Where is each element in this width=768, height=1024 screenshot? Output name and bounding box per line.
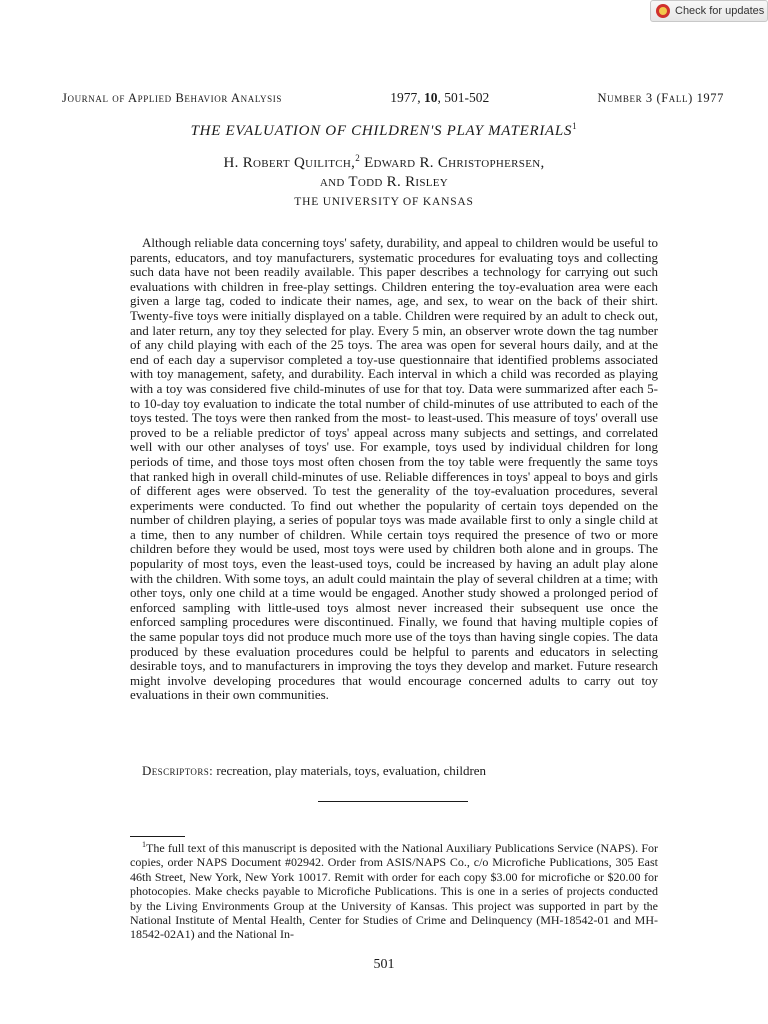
authors-line-1	[0, 149, 768, 173]
crossmark-icon	[656, 4, 670, 18]
check-for-updates-button[interactable]	[650, 0, 768, 22]
author-quilitch: H. Robert Quilitch,	[223, 155, 356, 171]
authors	[0, 149, 768, 192]
citation-pages: , 501-502	[437, 90, 490, 105]
citation	[390, 90, 489, 106]
article-title-text: THE EVALUATION OF CHILDREN'S PLAY MATERIALS	[190, 123, 573, 139]
section-divider	[318, 801, 468, 802]
footnote	[130, 838, 658, 942]
descriptors-list: recreation, play materials, toys, evaluation, children	[213, 763, 487, 778]
citation-year: 1977,	[390, 90, 424, 105]
footnote-marker: 1	[142, 840, 146, 849]
affiliation: THE UNIVERSITY OF KANSAS	[294, 196, 474, 208]
title-footnote-marker: 1	[572, 121, 578, 131]
descriptors	[130, 763, 658, 778]
citation-volume: 10	[423, 90, 438, 105]
author-christophersen: Edward R. Christophersen,	[360, 155, 545, 171]
issue-number: Number 3 (Fall) 1977	[597, 91, 724, 105]
journal-name: Journal of Applied Behavior Analysis	[62, 91, 282, 105]
running-head	[62, 90, 724, 106]
author-footnote-marker: 2	[355, 153, 361, 163]
footnote-divider	[130, 836, 185, 837]
page-number: 501	[373, 957, 395, 972]
descriptors-label: Descriptors:	[142, 763, 214, 778]
article-title	[0, 121, 768, 140]
check-for-updates-label: Check for updates	[675, 5, 765, 17]
abstract: Although reliable data concerning toys' safety, durability, and appeal to children would be useful to parents, educators, and toy manufacturers, systematic procedures for evaluating toys and collecting such data have not been readily available. This paper describes a technology for carrying out such evaluations with children in free-play settings. Children entering the toy-evaluation area were each given a large tag, coded to indicate their names, age, and sex, to wear on the back of their shirt. Twenty-five toys were initially displayed on a table. Children were required by an adult to check out, and later return, any toy they selected for play. Every 5 min, an observer wrote down the tag number of any child playing with each of the 25 toys. The area was open for several hours daily, and at the end of each day a supervisor completed a toy-use questionnaire that identified problems associated with toy management, safety, and durability. Each interval in which a child was recorded as playing with a toy was considered five child-minutes of use for that toy. Data were summarized after each 5- to 10-day toy evaluation to indicate the total number of child-minutes of use attributed to each of the toys tested. The toys were then ranked from the most- to least-used. This measure of toys' overall use proved to be a reliable predictor of toys' appeal across many subjects and settings, and correlated well with our other analyses of toys' use. For example, toys used by individual children for long periods of time, and those toys most often chosen from the toy table were frequently the same toys that ranked high in overall child-minutes of use. Reliable differences in toys' appeal to boys and girls of different ages were observed. To test the generality of the toy-evaluation procedures, several experiments were conducted. To find out whether the popularity of certain toys depended on the number of children playing, a series of popular toys was made available first to only a single child at a time, then to any number of children. While certain toys required the presence of two or more children before they would be used, most toys were used by children both alone and in groups. The popularity of most toys, even the least-used toys, could be increased by having an adult play alone with the children. With some toys, an adult could maintain the play of several children at a time; with other toys, only one child at a time would be engaged. Another study showed a prolonged period of enforced sampling with little-used toys almost never increased their subsequent use once the enforced sampling procedures were discontinued. Finally, we found that having multiple copies of the same popular toys did not produce much more use of the toys than having single copies. The data produced by these evaluation procedures could be helpful to parents and educators in selecting desirable toys, and to manufacturers in improving the toys they develop and market. Future research might involve developing procedures that would encourage concerned adults to carry out toy evaluations in their own communities.	[130, 235, 658, 703]
footnote-text: The full text of this manuscript is deposited with the National Auxiliary Publications Service (NAPS). For copies, order NAPS Document #02942. Order from ASIS/NAPS Co., c/o Microfiche Publications, 305 East 46th Street, New York, New York 10017. Remit with order for each copy $3.00 for microfiche or $20.00 for photocopies. Make checks payable to Microfiche Publications. This is one in a series of projects conducted by the Living Environments Group at the University of Kansas. This project was supported in part by the National Institute of Mental Health, Center for Studies of Crime and Delinquency (MH-18542-01 and MH-18542-02A1) and the National In-	[130, 841, 658, 942]
authors-line-2: and Todd R. Risley	[319, 174, 449, 190]
